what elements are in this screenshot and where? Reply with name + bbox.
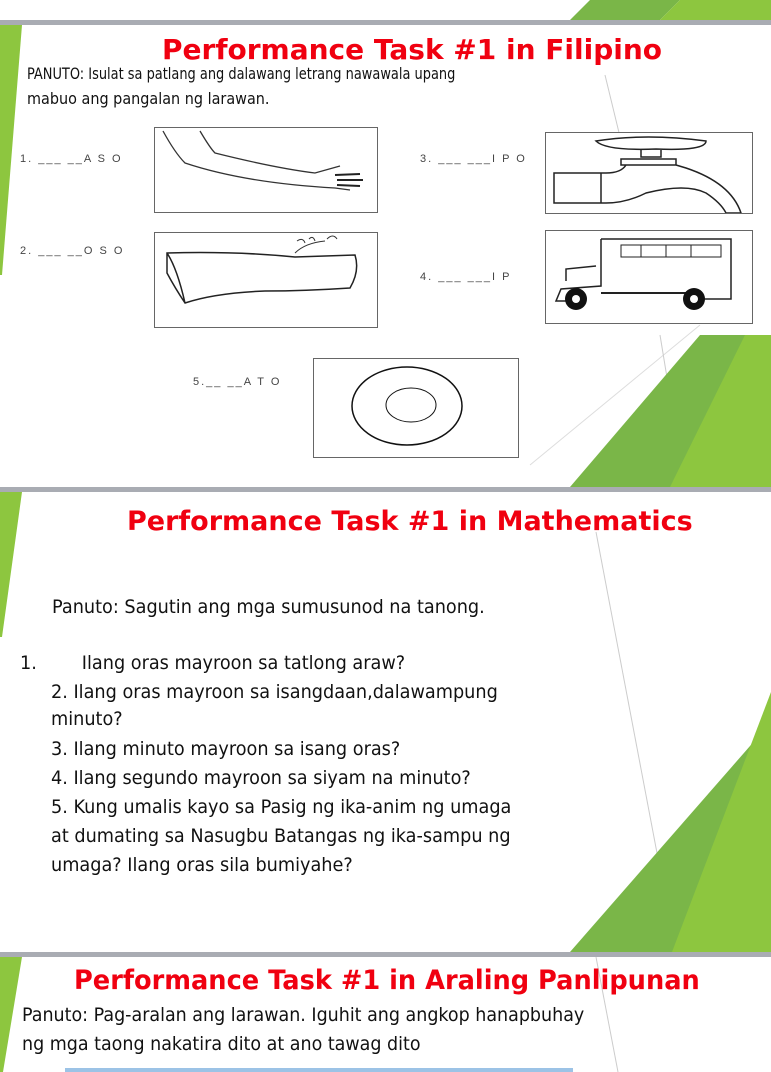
jeepney-picture — [545, 230, 753, 324]
item-label: 3. ___ ___I P O — [420, 153, 527, 165]
question-line: at dumating sa Nasugbu Batangas ng ika-sampu ng — [51, 825, 511, 847]
previous-slide-edge — [0, 0, 771, 20]
green-accent-shape — [0, 0, 771, 20]
question-line: 1. Ilang oras mayroon sa tatlong araw? — [20, 652, 406, 674]
question-line: umaga? Ilang oras sila bumiyahe? — [51, 854, 353, 876]
arm-picture — [154, 127, 378, 213]
question-line: minuto? — [51, 708, 123, 730]
item-label: 5.__ __A T O — [193, 376, 282, 388]
slide-filipino — [0, 25, 771, 487]
question-line: 2. Ilang oras mayroon sa isangdaan,dalawampung — [51, 681, 498, 703]
slide-mathematics — [0, 492, 771, 952]
item-label: 1. ___ __A S O — [20, 153, 123, 165]
instruction-text: ng mga taong nakatira dito at ano tawag dito — [22, 1033, 421, 1055]
log-picture — [154, 232, 378, 328]
item-label: 2. ___ __O S O — [20, 245, 125, 257]
question-line: 5. Kung umalis kayo sa Pasig ng ika-anim ng umaga — [51, 796, 512, 818]
instruction-text: mabuo ang pangalan ng larawan. — [27, 89, 270, 108]
question-line: 3. Ilang minuto mayroon sa isang oras? — [51, 738, 401, 760]
item-label: 4. ___ ___I P — [420, 271, 512, 283]
instruction-text: PANUTO: Isulat sa patlang ang dalawang letrang nawawala upang — [27, 64, 456, 83]
question-line: 4. Ilang segundo mayroon sa siyam na minuto? — [51, 767, 471, 789]
slide-araling-panlipunan — [0, 957, 771, 1072]
plate-picture — [313, 358, 519, 458]
instruction-text: Panuto: Sagutin ang mga sumusunod na tanong. — [52, 596, 485, 618]
instruction-text: Panuto: Pag-aralan ang larawan. Iguhit ang angkop hanapbuhay — [22, 1004, 585, 1026]
faucet-picture — [545, 132, 753, 214]
slide-title: Performance Task #1 in Araling Panlipunan — [74, 965, 700, 996]
slide-title: Performance Task #1 in Mathematics — [127, 506, 693, 537]
slide-title: Performance Task #1 in Filipino — [162, 33, 663, 66]
